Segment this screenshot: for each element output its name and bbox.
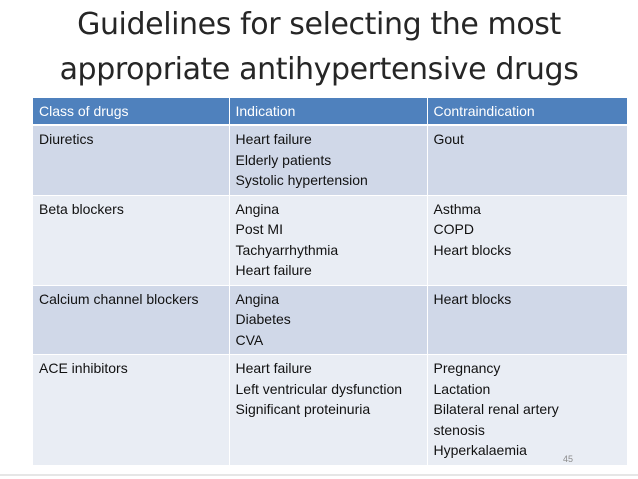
table-row [33,355,627,466]
contraindication-item: Hyperkalaemia [433,442,527,458]
contraindication-item: Pregnancy [433,360,501,376]
contraindication-item: Heart blocks [433,241,512,258]
drug-guidelines-table [33,98,628,466]
indication-cell [229,195,427,285]
contraindication-cell [427,355,627,466]
slide-number: 45 [563,454,574,464]
slide-title-line: Guidelines for selecting the most [77,7,561,42]
header-class-of-drugs: Class of drugs [33,98,229,125]
indication-item: Heart failure [235,360,312,376]
indication-item: Tachyarrhythmia [235,241,339,258]
indication-cell [229,285,427,355]
indication-cell [229,355,427,466]
slide-title-line: appropriate antihypertensive drugs [59,52,579,87]
drug-class-cell: ACE inhibitors [33,355,229,466]
contraindication-cell [427,285,627,355]
header-indication: Indication [229,98,427,125]
indication-item: CVA [235,331,264,348]
indication-item: Elderly patients [235,151,332,168]
table-body [33,125,627,465]
drug-class-cell: Diuretics [33,125,229,195]
bottom-divider [0,474,638,476]
slide-title [0,2,638,92]
contraindication-item: Bilateral renal artery [433,401,559,417]
contraindication-item: Asthma [433,200,481,217]
indication-item: Diabetes [235,311,291,327]
indication-item: Post MI [235,221,283,237]
table-row [33,285,627,355]
drug-class-cell: Beta blockers [33,195,229,285]
indication-item: Angina [235,200,280,217]
contraindication-item: stenosis [433,421,485,438]
header-contraindication: Contraindication [427,98,627,125]
contraindication-cell [427,195,627,285]
contraindication-item: COPD [433,221,474,237]
indication-item: Significant proteinuria [235,401,371,417]
table-header-row [33,98,627,125]
drug-class-cell: Calcium channel blockers [33,285,229,355]
contraindication-cell [427,125,627,195]
table-row [33,125,627,195]
indication-item: Left ventricular dysfunction [235,380,403,397]
indication-item: Heart failure [235,131,312,147]
indication-item: Heart failure [235,262,312,278]
contraindication-item: Lactation [433,380,491,397]
contraindication-item: Gout [433,131,464,147]
indication-item: Systolic hypertension [235,172,368,188]
indication-item: Angina [235,290,280,307]
contraindication-item: Heart blocks [433,290,512,307]
indication-cell [229,125,427,195]
table-row [33,195,627,285]
